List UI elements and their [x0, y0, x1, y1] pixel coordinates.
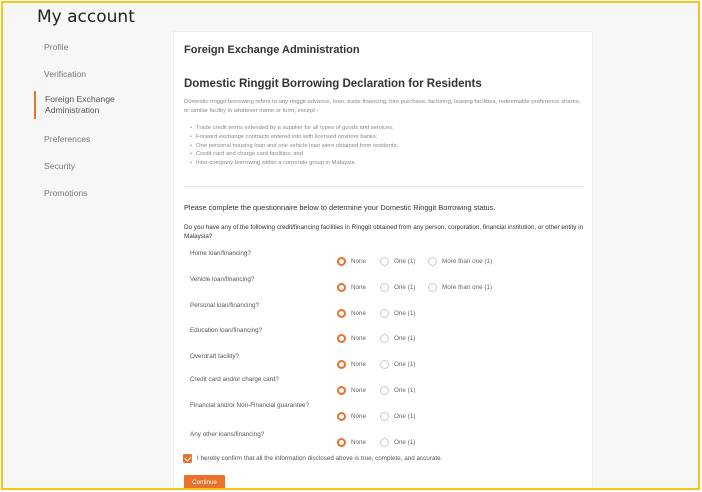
declaration-card — [173, 31, 593, 490]
question-row — [190, 250, 590, 264]
sidebar-item-profile[interactable]: Profile — [44, 42, 69, 52]
exception-item: • One personal housing loan and one vehicle loan were obtained from residents; — [190, 142, 580, 151]
radio-option[interactable] — [337, 438, 366, 447]
radio-label: None — [351, 284, 367, 291]
radio-label: One (1) — [394, 439, 416, 446]
question-label: Overdraft facility? — [190, 353, 239, 360]
radio-label: One (1) — [394, 387, 416, 394]
radio-button[interactable] — [380, 438, 389, 447]
radio-label: None — [351, 439, 367, 446]
question-row — [190, 302, 590, 316]
radio-option[interactable] — [380, 257, 415, 266]
radio-option[interactable] — [380, 360, 415, 369]
page-title: My account — [37, 7, 135, 27]
radio-option[interactable] — [337, 412, 366, 421]
exceptions-list — [190, 124, 580, 168]
radio-label: One (1) — [394, 335, 416, 342]
radio-button[interactable] — [337, 412, 346, 421]
sidebar-item-promotions[interactable]: Promotions — [44, 188, 88, 198]
radio-button[interactable] — [380, 386, 389, 395]
question-label: Credit card and/or charge card? — [190, 376, 279, 383]
radio-button[interactable] — [380, 360, 389, 369]
question-label: Personal loan/financing? — [190, 302, 259, 309]
exception-item: • Inter-company borrowing within a corporate group in Malaysia — [190, 159, 580, 168]
confirm-checkbox[interactable] — [183, 454, 192, 463]
question-row — [190, 276, 590, 290]
section-title: Foreign Exchange Administration — [184, 44, 360, 56]
radio-button[interactable] — [380, 334, 389, 343]
sidebar-item-security[interactable]: Security — [44, 161, 76, 171]
radio-label: More than one (1) — [442, 284, 493, 291]
intro-text: Domestic ringgit borrowing refers to any ringgit advance, loan, trade financing, hire purchase, factoring, leasing facilities, redeemable preference shares, or similar facility in whatever name or form, except:- — [184, 99, 581, 114]
radio-option[interactable] — [380, 283, 415, 292]
radio-label: One (1) — [394, 310, 416, 317]
sidebar-item-foreign-exchange[interactable]: Foreign Exchange Administration — [34, 91, 144, 119]
radio-label: One (1) — [394, 413, 416, 420]
radio-option[interactable] — [380, 309, 415, 318]
radio-option[interactable] — [337, 283, 366, 292]
radio-label: One (1) — [394, 258, 416, 265]
radio-option[interactable] — [337, 334, 366, 343]
sidebar-item-verification[interactable]: Verification — [44, 69, 87, 79]
question-label: Education loan/financing? — [190, 327, 263, 334]
radio-button[interactable] — [337, 283, 346, 292]
exception-item: • Forward exchange contracts entered into with licensed onshore banks; — [190, 133, 580, 142]
radio-label: More than one (1) — [442, 258, 493, 265]
question-label: Any other loans/financing? — [190, 431, 265, 438]
radio-option[interactable] — [380, 412, 415, 421]
question-row — [190, 431, 590, 445]
question-label: Home loan/financing? — [190, 250, 251, 257]
app-frame — [1, 1, 700, 490]
radio-button[interactable] — [380, 257, 389, 266]
radio-label: One (1) — [394, 284, 416, 291]
radio-option[interactable] — [337, 360, 366, 369]
question-row — [190, 402, 590, 420]
radio-option[interactable] — [337, 309, 366, 318]
exception-item: • Credit card and charge card facilities; and — [190, 150, 580, 159]
radio-label: None — [351, 387, 367, 394]
radio-option[interactable] — [380, 438, 415, 447]
radio-label: One (1) — [394, 361, 416, 368]
radio-option[interactable] — [428, 257, 492, 266]
radio-button[interactable] — [428, 283, 437, 292]
question-row — [190, 327, 590, 341]
exception-item: • Trade credit terms extended by a supplier for all types of goods and services; — [190, 124, 580, 133]
declaration-title: Domestic Ringgit Borrowing Declaration for Residents — [184, 78, 482, 90]
radio-label: None — [351, 361, 367, 368]
question-label: Vehicle loan/financing? — [190, 276, 255, 283]
radio-option[interactable] — [380, 386, 415, 395]
radio-label: None — [351, 413, 367, 420]
radio-option[interactable] — [337, 257, 366, 266]
radio-button[interactable] — [380, 412, 389, 421]
radio-option[interactable] — [337, 386, 366, 395]
continue-button[interactable]: Continue — [184, 475, 225, 490]
question-row — [190, 376, 590, 394]
radio-label: None — [351, 335, 367, 342]
radio-label: None — [351, 258, 367, 265]
sidebar-item-preferences[interactable]: Preferences — [44, 134, 91, 144]
questionnaire-heading: Please complete the questionnaire below to determine your Domestic Ringgit Borrowing status. — [184, 203, 496, 212]
radio-option[interactable] — [428, 283, 492, 292]
radio-button[interactable] — [380, 309, 389, 318]
radio-option[interactable] — [380, 334, 415, 343]
radio-button[interactable] — [380, 283, 389, 292]
confirm-text: I hereby confirm that all the information disclosed above is true, complete, and accurate. — [197, 455, 443, 462]
radio-button[interactable] — [337, 438, 346, 447]
radio-button[interactable] — [337, 309, 346, 318]
divider — [184, 186, 584, 187]
radio-button[interactable] — [337, 257, 346, 266]
radio-button[interactable] — [428, 257, 437, 266]
radio-label: None — [351, 310, 367, 317]
question-row — [190, 353, 590, 367]
confirm-checkbox-row[interactable] — [183, 454, 442, 463]
question-label: Financial and/or Non-Financial guarantee? — [190, 402, 310, 409]
radio-button[interactable] — [337, 334, 346, 343]
radio-button[interactable] — [337, 360, 346, 369]
radio-button[interactable] — [337, 386, 346, 395]
main-question: Do you have any of the following credit/financing facilities in Ringgit obtained from any person, corporation, financial institution, or other entity in Malaysia? — [184, 224, 584, 240]
